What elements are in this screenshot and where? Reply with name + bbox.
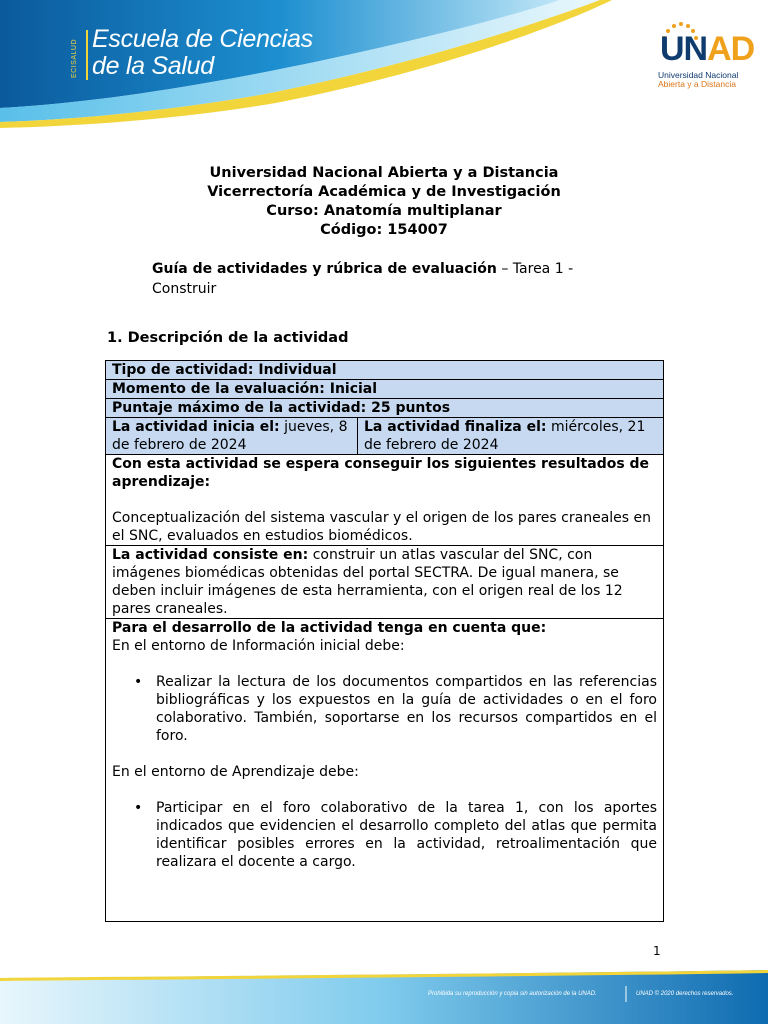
footer-copyright-notice: Prohibida su reproducción y copia sin autorización de la UNAD. (428, 991, 597, 997)
resultados-text: Conceptualización del sistema vascular y el origen de los pares craneales en el SNC, evaluados en estudios biomédicos. (112, 510, 651, 544)
header-banner (0, 0, 768, 130)
row-desarrollo-actividad (106, 619, 664, 922)
desarrollo-heading: Para el desarrollo de la actividad tenga en cuenta que: (112, 620, 547, 636)
logo-wordmark (660, 30, 754, 69)
tipo-actividad-text: Tipo de actividad: Individual (112, 362, 337, 378)
table-row (106, 455, 664, 546)
unad-logo (650, 20, 755, 90)
page-number: 1 (653, 944, 661, 958)
table-row (106, 399, 664, 418)
school-title-line1: Escuela de Ciencias (92, 25, 313, 53)
logo-subtitle-1: Universidad Nacional (658, 70, 739, 80)
row-puntaje-maximo (106, 399, 664, 418)
entorno-aprendizaje-text: En el entorno de Aprendizaje debe: (112, 764, 359, 780)
fecha-fin-label: La actividad finaliza el: (364, 419, 547, 435)
footer-wave-graphic (0, 970, 768, 1024)
list-item: • Realizar la lectura de los documentos compartidos en las referencias bibliográficas y los expuestos en la guía de actividades o en el foro colaborativo. También, soportarse en los recursos compartidos en el foro. (112, 673, 657, 745)
entorno-aprendizaje-list (112, 799, 657, 871)
title-university: Universidad Nacional Abierta y a Distancia (209, 165, 559, 181)
row-momento-evaluacion (106, 380, 664, 399)
momento-evaluacion-text: Momento de la evaluación: Inicial (112, 381, 378, 397)
fecha-inicio-value: jueves, 8 de febrero de 2024 (112, 419, 348, 453)
title-vicerrectoria: Vicerrectoría Académica y de Investigación (207, 184, 561, 200)
cell-fecha-inicio (106, 418, 358, 455)
title-code: Código: 154007 (320, 222, 448, 238)
title-course: Curso: Anatomía multiplanar (266, 203, 502, 219)
footer-rights: UNAD © 2020 derechos reservados. (636, 991, 734, 997)
table-row (106, 546, 664, 619)
puntaje-maximo-text: Puntaje máximo de la actividad: 25 puntos (112, 400, 451, 416)
entorno-informacion-list (112, 673, 657, 745)
table-row (106, 418, 664, 455)
resultados-heading: Con esta actividad se espera conseguir los siguientes resultados de aprendizaje: (112, 456, 650, 490)
consiste-label: La actividad consiste en: (112, 547, 309, 563)
row-resultados-aprendizaje (106, 455, 664, 546)
guide-title-rest: – Tarea 1 - Construir (152, 261, 574, 297)
guide-title (152, 259, 632, 299)
logo-wordmark-accent: AD (707, 30, 755, 68)
list-item: • Participar en el foro colaborativo de la tarea 1, con los aportes indicados que evidencien el desarrollo completo del atlas que permita identificar posibles errores en la actividad, retroalimentación que realizara el docente a cargo. (112, 799, 657, 871)
fecha-inicio-label: La actividad inicia el: (112, 419, 280, 435)
entorno-informacion-text: En el entorno de Información inicial debe: (112, 638, 405, 654)
school-title-line2: de la Salud (92, 52, 214, 80)
logo-subtitle-2: Abierta y a Distancia (658, 79, 736, 89)
document-title-block (0, 164, 768, 240)
activity-description-table (105, 360, 664, 922)
school-title (92, 26, 313, 80)
school-divider (86, 30, 88, 80)
table-row (106, 619, 664, 922)
footer-banner (0, 970, 768, 1024)
consiste-text: construir un atlas vascular del SNC, con imágenes biomédicas obtenidas del portal SECTRA. De igual manera, se deben incluir imágenes de esta herramienta, con el origen real de los 12 pares craneales. (112, 547, 623, 617)
row-tipo-actividad (106, 361, 664, 380)
guide-title-bold: Guía de actividades y rúbrica de evaluación (152, 261, 497, 277)
fecha-fin-value: miércoles, 21 de febrero de 2024 (364, 419, 646, 453)
cell-fecha-fin (358, 418, 664, 455)
school-side-label: ECISALUD (71, 38, 78, 78)
table-row (106, 361, 664, 380)
logo-wordmark-main: UN (660, 30, 708, 68)
section-heading: 1. Descripción de la actividad (107, 330, 349, 346)
table-row (106, 380, 664, 399)
row-actividad-consiste (106, 546, 664, 619)
